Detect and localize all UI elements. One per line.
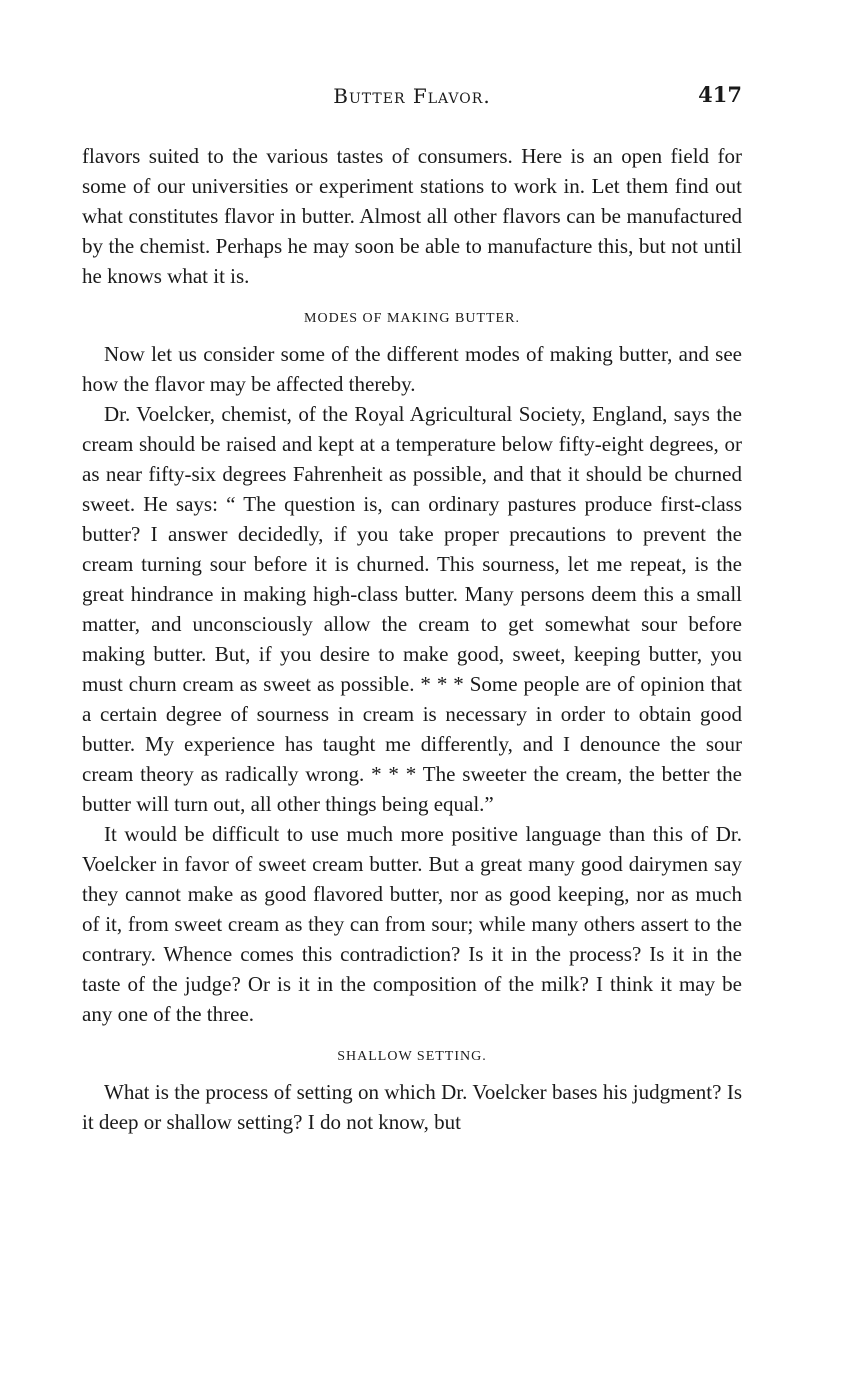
- section-heading-modes: MODES OF MAKING BUTTER.: [304, 311, 520, 326]
- paragraph-voelcker-quote: Dr. Voelcker, chemist, of the Royal Agricultural Society, England, says the cream should be raised and kept at a temperature below fifty-eight degrees, or as near fifty-six degrees Fahrenheit as possible, and that it should be churned sweet. He says: “ The question is, can ordinary pastures produce first-class butter? I answer decidedly, if you take proper precautions to prevent the cream turning sour before it is churned. This sourness, let me repeat, is the great hindrance in making high-class butter. Many persons deem this a small matter, and unconsciously allow the cream to get somewhat sour before making butter. But, if you desire to make good, sweet, keeping butter, you must churn cream as sweet as possible. * * * Some people are of opinion that a certain degree of sourness in cream is necessary in order to obtain good butter. My experience has taught me differently, and I denounce the sour cream theory as radically wrong. * * * The sweeter the cream, the better the butter will turn out, all other things being equal.”: [82, 402, 742, 816]
- page-number: 417: [698, 82, 742, 107]
- section-heading-shallow-setting: SHALLOW SETTING.: [337, 1049, 487, 1064]
- paragraph: Now let us consider some of the different modes of making butter, and see how the flavor may be affected thereby.: [82, 342, 742, 396]
- running-head: [82, 84, 742, 114]
- paragraph: What is the process of setting on which Dr. Voelcker bases his judgment? Is it deep or shallow setting? I do not know, but: [82, 1080, 742, 1134]
- paragraph: It would be difficult to use much more positive language than this of Dr. Voelcker in favor of sweet cream butter. But a great many good dairymen say they cannot make as good flavored butter, nor as good keeping, nor as much of it, from sweet cream as they can from sour; while many others assert to the contrary. Whence comes this contradiction? Is it in the process? Is it in the taste of the judge? Or is it in the composition of the milk? I think it may be any one of the three.: [82, 822, 742, 1026]
- paragraph-continued: flavors suited to the various tastes of consumers. Here is an open field for some of our universities or experiment stations to work in. Let them find out what constitutes flavor in butter. Almost all other flavors can be manufactured by the chemist. Perhaps he may soon be able to manufacture this, but not until he knows what it is.: [82, 144, 742, 288]
- running-title: Butter Flavor.: [333, 84, 491, 108]
- body-text: [82, 141, 742, 1137]
